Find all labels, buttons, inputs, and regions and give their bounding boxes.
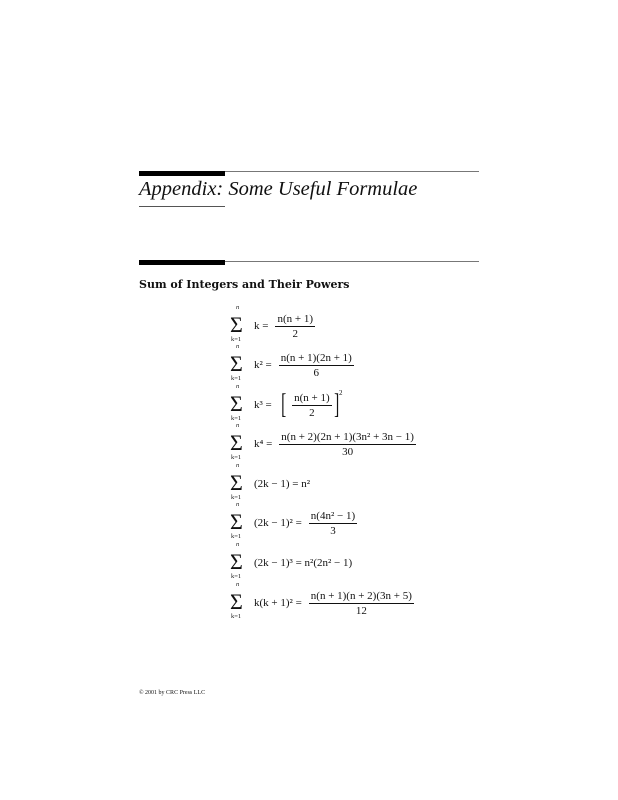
sigma-symbol: n Σ k=1	[230, 541, 243, 580]
denominator: 30	[342, 445, 354, 458]
sum-lower-limit: k=1	[231, 573, 242, 580]
formula-6	[230, 501, 357, 542]
numerator: n(4n² − 1)	[310, 509, 356, 522]
sum-lower-limit: k=1	[231, 494, 242, 501]
formula-lhs: k⁴ =	[254, 438, 273, 450]
numerator: n(n + 1)(2n + 1)	[280, 351, 352, 364]
sum-lower-limit: k=1	[231, 533, 242, 540]
formula-lhs: k² =	[254, 359, 272, 371]
sum-upper-limit: n	[236, 383, 240, 390]
formula-3	[230, 383, 343, 424]
appendix-title: Appendix: Some Useful Formulae	[139, 178, 418, 200]
numerator: n(n + 2)(2n + 1)(3n² + 3n − 1)	[281, 430, 414, 443]
copyright-footer: © 2001 by CRC Press LLC	[139, 690, 206, 696]
formula-lhs: k³ =	[254, 399, 272, 411]
sum-lower-limit: k=1	[231, 613, 242, 620]
sigma-symbol: n Σ k=1	[230, 383, 243, 422]
fraction	[279, 352, 354, 379]
sigma-symbol: n Σ k=1	[230, 462, 243, 501]
left-bracket: [	[280, 389, 286, 420]
sum-lower-limit: k=1	[231, 375, 242, 382]
formula-lhs: (2k − 1) = n²	[254, 478, 311, 490]
sum-upper-limit: n	[236, 501, 240, 508]
formula-8	[230, 581, 414, 622]
fraction	[292, 392, 332, 419]
denominator: 3	[330, 524, 336, 537]
fraction	[309, 510, 357, 537]
sum-upper-limit: n	[236, 343, 240, 350]
formula-lhs: (2k − 1)² =	[254, 517, 302, 529]
sum-upper-limit: n	[236, 541, 240, 548]
fraction	[309, 590, 414, 617]
right-bracket: ]	[333, 389, 339, 420]
top-rule-accent	[139, 171, 225, 176]
formula-5	[230, 462, 313, 503]
numerator: n(n + 1)(n + 2)(3n + 5)	[310, 589, 412, 602]
title-underline	[139, 206, 225, 207]
denominator: 6	[313, 366, 320, 379]
bracketed-fraction	[279, 391, 343, 419]
bracket-exponent: 2	[338, 389, 343, 397]
fraction	[279, 431, 416, 458]
sum-upper-limit: n	[236, 304, 240, 311]
formula-7	[230, 541, 355, 582]
sigma-symbol: n Σ k=1	[230, 343, 243, 382]
formula-1	[230, 304, 315, 345]
sum-upper-limit: n	[236, 422, 240, 429]
section-rule-accent	[139, 260, 225, 265]
sum-upper-limit: n	[236, 581, 240, 588]
sum-lower-limit: k=1	[231, 336, 242, 343]
numerator: n(n + 1)	[277, 312, 313, 325]
fraction	[275, 313, 315, 340]
formula-4	[230, 422, 416, 463]
sum-lower-limit: k=1	[231, 454, 242, 461]
numerator: n(n + 1)	[294, 391, 330, 404]
formula-2	[230, 343, 354, 384]
sigma-symbol: n Σ k=1	[230, 422, 243, 461]
sigma-symbol: n Σ k=1	[230, 304, 243, 343]
formula-lhs: k =	[254, 320, 269, 332]
denominator: 2	[309, 406, 315, 419]
sigma-symbol: n Σ k=1	[230, 581, 243, 620]
denominator: 2	[292, 327, 298, 340]
sigma-symbol: n Σ k=1	[230, 501, 243, 540]
formula-lhs: (2k − 1)³ = n²(2n² − 1)	[254, 557, 353, 569]
formula-lhs: k(k + 1)² =	[254, 597, 302, 609]
sum-lower-limit: k=1	[231, 415, 242, 422]
denominator: 12	[355, 604, 367, 617]
section-title: Sum of Integers and Their Powers	[139, 278, 350, 291]
sum-upper-limit: n	[236, 462, 240, 469]
